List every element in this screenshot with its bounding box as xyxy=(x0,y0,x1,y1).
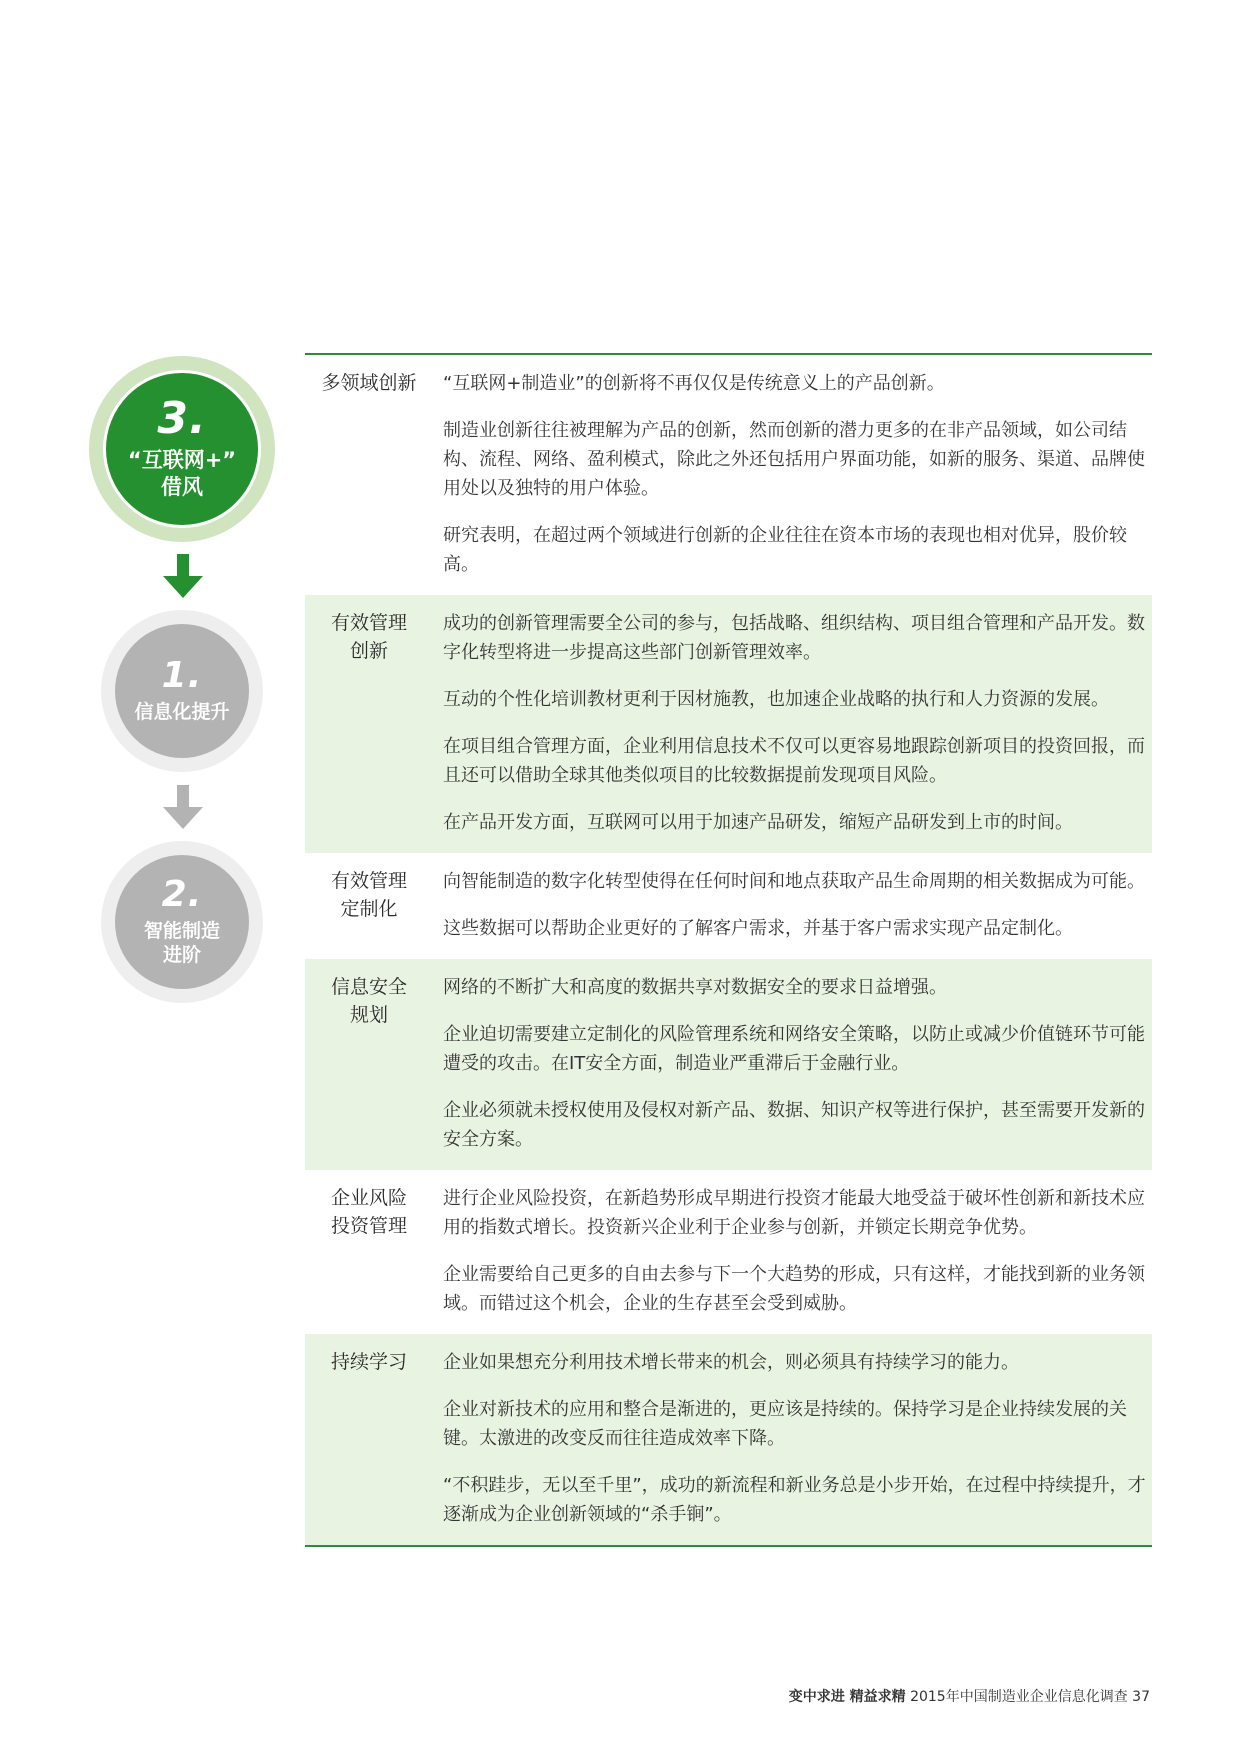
paragraph: 网络的不断扩大和高度的数据共享对数据安全的要求日益增强。 xyxy=(443,977,947,998)
paragraph: 企业迫切需要建立定制化的风险管理系统和网络安全策略，以防止或减少价值链环节可能遭受的攻击。在IT安全方面，制造业严重滞后于金融行业。 xyxy=(443,1024,1145,1074)
page-footer xyxy=(789,1686,1150,1706)
row-label-line: 规划 xyxy=(349,1004,388,1026)
row-label xyxy=(305,1348,433,1529)
step-1-circle xyxy=(115,624,249,758)
paragraph: 企业必须就未授权使用及侵权对新产品、数据、知识产权等进行保护，甚至需要开发新的安全方案。 xyxy=(443,1100,1145,1150)
paragraph: 在产品开发方面，互联网可以用于加速产品研发，缩短产品研发到上市的时间。 xyxy=(443,812,1073,833)
row-label xyxy=(305,973,433,1154)
row-body xyxy=(433,867,1152,943)
arrow-down-green-icon xyxy=(160,554,206,600)
row-label xyxy=(305,369,433,579)
footer-subtitle: 2015年中国制造业企业信息化调查 xyxy=(910,1689,1128,1705)
step-3-circle xyxy=(103,370,261,528)
table-row-security-planning xyxy=(305,959,1152,1170)
row-body xyxy=(433,973,1152,1154)
paragraph: 成功的创新管理需要全公司的参与，包括战略、组织结构、项目组合管理和产品开发。数字化转型将进一步提高这些部门创新管理效率。 xyxy=(443,613,1145,663)
row-label-line: 信息安全 xyxy=(330,976,407,998)
step-1-label: 信息化提升 xyxy=(134,700,230,723)
step-3-label-line1: “互联网+” xyxy=(127,448,237,473)
paragraph: 企业如果想充分利用技术增长带来的机会，则必须具有持续学习的能力。 xyxy=(443,1352,1019,1373)
footer-title: 变中求进 精益求精 xyxy=(788,1689,906,1705)
row-label-line: 多领域创新 xyxy=(321,372,417,394)
paragraph: “互联网+制造业”的创新将不再仅仅是传统意义上的产品创新。 xyxy=(443,373,945,394)
row-body xyxy=(433,1184,1152,1318)
step-2-circle xyxy=(115,855,249,989)
table-row-venture-investment xyxy=(305,1170,1152,1334)
table-row-innovation-management xyxy=(305,595,1152,853)
step-1 xyxy=(101,610,263,772)
row-label-line: 有效管理 xyxy=(330,870,407,892)
row-label-line: 持续学习 xyxy=(330,1351,407,1373)
row-body xyxy=(433,609,1152,837)
paragraph: 在项目组合管理方面，企业利用信息技术不仅可以更容易地跟踪创新项目的投资回报，而且还可以借助全球其他类似项目的比较数据提前发现项目风险。 xyxy=(443,736,1145,786)
row-label-line: 有效管理 xyxy=(330,612,407,634)
row-body xyxy=(433,369,1152,579)
table-row-continuous-learning xyxy=(305,1334,1152,1545)
step-2-label-line2: 进阶 xyxy=(162,944,201,966)
step-3-active xyxy=(89,356,275,542)
paragraph: 制造业创新往往被理解为产品的创新，然而创新的潜力更多的在非产品领域，如公司结构、流程、网络、盈利模式，除此之外还包括用户界面功能，如新的服务、渠道、品牌使用处以及独特的用户体验。 xyxy=(443,420,1145,499)
paragraph: 互动的个性化培训教材更利于因材施教，也加速企业战略的执行和人力资源的发展。 xyxy=(443,689,1109,710)
row-label-line: 投资管理 xyxy=(330,1215,407,1237)
paragraph: “不积跬步，无以至千里”，成功的新流程和新业务总是小步开始，在过程中持续提升，才逐渐成为企业创新领域的“杀手锏”。 xyxy=(443,1475,1146,1525)
step-3-number: 3. xyxy=(157,393,207,445)
step-2-number: 2. xyxy=(161,873,203,915)
row-label-line: 创新 xyxy=(349,640,388,662)
table-row-customization-management xyxy=(305,853,1152,959)
row-label xyxy=(305,1184,433,1318)
step-3-label-line2: 借风 xyxy=(161,475,203,499)
paragraph: 企业对新技术的应用和整合是渐进的，更应该是持续的。保持学习是企业持续发展的关键。太激进的改变反而往往造成效率下降。 xyxy=(443,1399,1127,1449)
paragraph: 研究表明，在超过两个领域进行创新的企业往往在资本市场的表现也相对优异，股价较高。 xyxy=(443,525,1127,575)
row-label-line: 定制化 xyxy=(340,898,398,920)
row-body xyxy=(433,1348,1152,1529)
paragraph: 向智能制造的数字化转型使得在任何时间和地点获取产品生命周期的相关数据成为可能。 xyxy=(443,871,1145,892)
step-1-number: 1. xyxy=(161,654,203,696)
row-label xyxy=(305,609,433,837)
arrow-down-gray-icon xyxy=(160,785,206,831)
step-2 xyxy=(101,841,263,1003)
innovation-table xyxy=(305,353,1152,1547)
page-number: 37 xyxy=(1132,1689,1150,1705)
paragraph: 这些数据可以帮助企业更好的了解客户需求，并基于客户需求实现产品定制化。 xyxy=(443,918,1073,939)
row-label-line: 企业风险 xyxy=(330,1187,407,1209)
paragraph: 进行企业风险投资，在新趋势形成早期进行投资才能最大地受益于破坏性创新和新技术应用的指数式增长。投资新兴企业利于企业参与创新，并锁定长期竞争优势。 xyxy=(443,1188,1145,1238)
step-2-label-line1: 智能制造 xyxy=(143,919,220,942)
row-label xyxy=(305,867,433,943)
table-row-multi-domain-innovation xyxy=(305,355,1152,595)
paragraph: 企业需要给自己更多的自由去参与下一个大趋势的形成，只有这样，才能找到新的业务领域。而错过这个机会，企业的生存甚至会受到威胁。 xyxy=(443,1264,1145,1314)
